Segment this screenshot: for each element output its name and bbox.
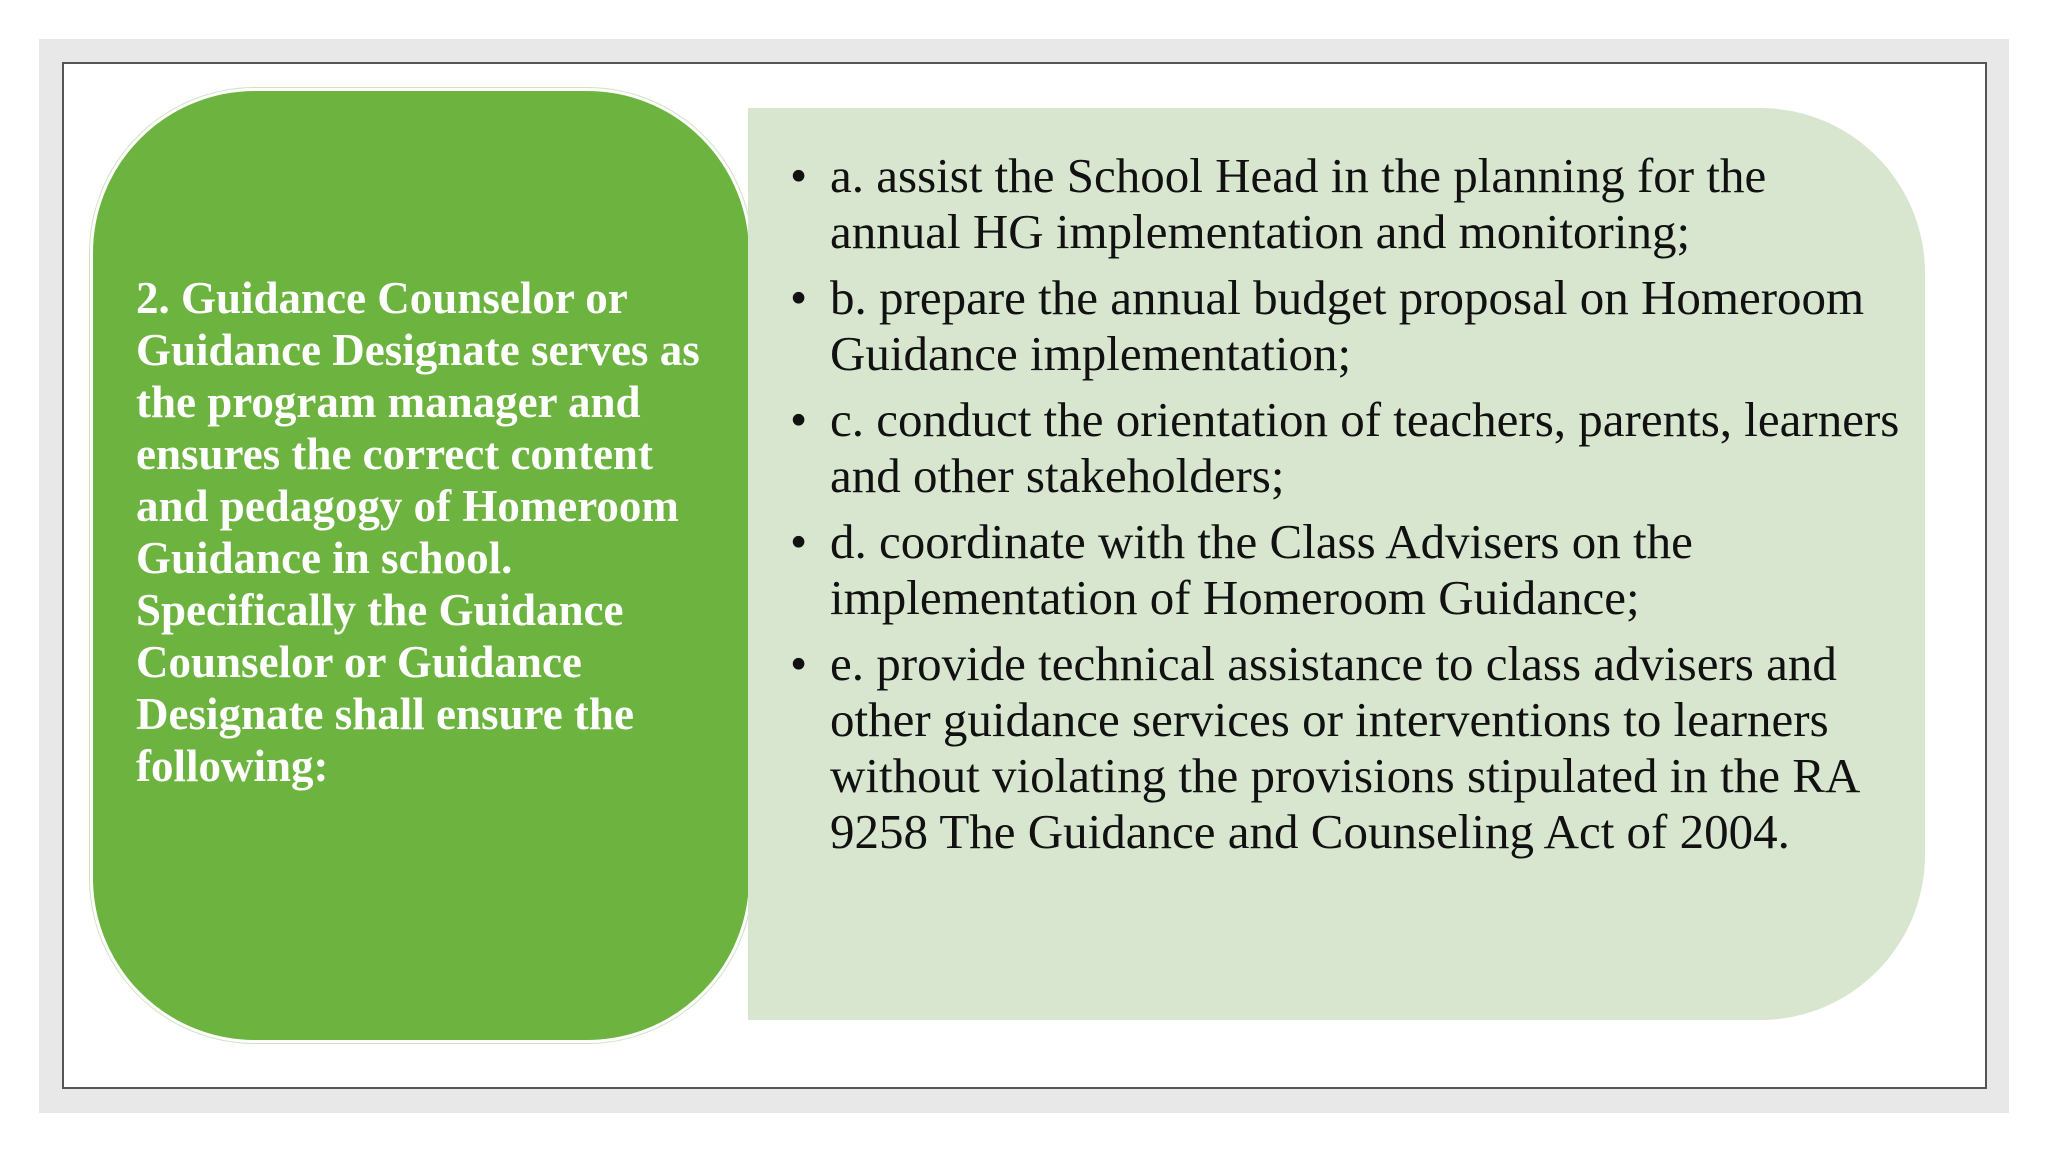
list-item — [790, 392, 1900, 504]
bullet-icon: • — [790, 392, 808, 447]
bullet-icon: • — [790, 270, 808, 325]
list-item-text: d. coordinate with the Class Advisers on the implementation of Homeroom Guidance; — [830, 514, 1693, 625]
list-item-text: e. provide technical assistance to class advisers and other guidance services or interventions to learners without violating the provisions stipulated in the RA 9258 The Guidance and Counseling Act of 2004. — [830, 636, 1858, 859]
list-item — [790, 514, 1900, 626]
bullet-list — [790, 148, 1900, 870]
list-item — [790, 270, 1900, 382]
list-item-text: c. conduct the orientation of teachers, parents, learners and other stakeholders; — [830, 392, 1900, 503]
bullet-icon: • — [790, 148, 808, 203]
list-item — [790, 148, 1900, 260]
list-item-text: b. prepare the annual budget proposal on Homeroom Guidance implementation; — [830, 270, 1865, 381]
left-panel-text: 2. Guidance Counselor or Guidance Designate serves as the program manager and ensures the correct content and pedagogy of Homeroom Guidance in school. Specifically the Guidance Counselor or Guidance Designate shall ensure the following: — [136, 273, 700, 791]
list-item-text: a. assist the School Head in the planning for the annual HG implementation and monitoring; — [830, 148, 1767, 259]
bullet-icon: • — [790, 514, 808, 569]
list-item — [790, 636, 1900, 860]
bullet-icon: • — [790, 636, 808, 691]
